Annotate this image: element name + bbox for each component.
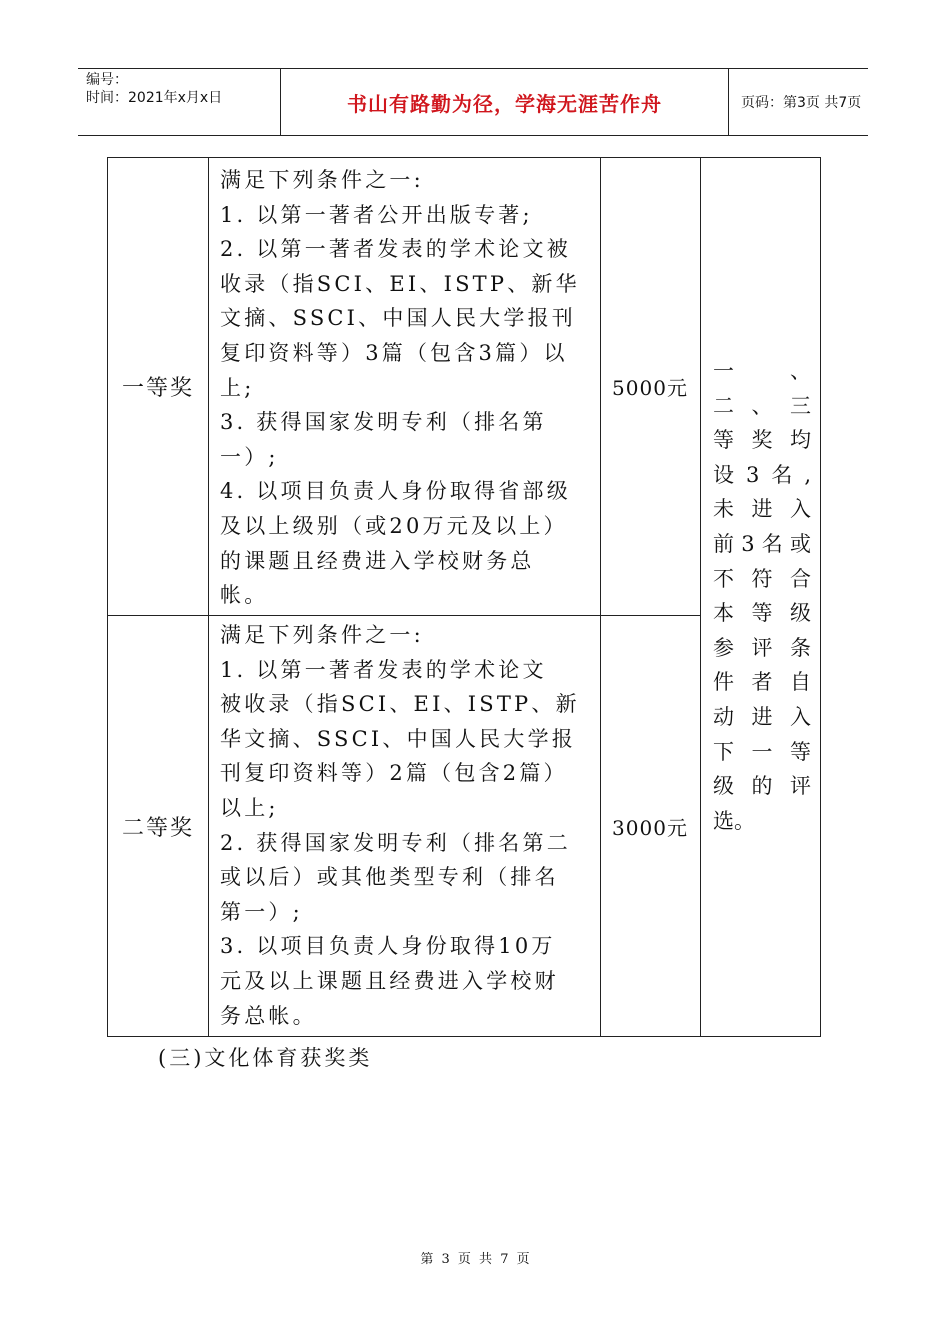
award-conditions-first [220,163,592,613]
page-footer: 第 3 页 共 7 页 [420,1252,530,1267]
award-conditions-second [220,618,592,1033]
note-line: 件者自 [713,670,811,695]
condition-line: 华文摘、SSCI、中国人民大学报 [220,726,576,751]
note-line: 设3名, [713,462,811,487]
page-header [78,68,868,136]
note-line: 选。 [713,808,755,833]
condition-line: 第一）; [220,899,303,924]
header-page-label: 页码：第3页 共7页 [741,95,862,111]
time-label: 时间：2021年x月x日 [86,90,223,106]
note-line: 一、 [713,359,811,383]
note-line: 参评条 [713,635,811,660]
award-note [713,354,811,838]
condition-line: 上; [220,375,255,400]
condition-line: 2. 以第一著者发表的学术论文被 [220,237,571,262]
condition-line: 满足下列条件之一: [220,168,424,192]
award-amount-first: 5000元 [612,376,688,400]
condition-line: 刊复印资料等）2篇（包含2篇） [220,761,568,786]
condition-line: 的课题且经费进入学校财务总 [220,548,535,573]
condition-line: 及以上级别（或20万元及以上） [220,513,568,538]
note-line: 等奖均 [713,428,811,453]
note-line: 本等级 [713,601,811,626]
column-divider [700,158,701,1036]
header-motto: 书山有路勤为径，学海无涯苦作舟 [280,69,729,135]
condition-line: 元及以上课题且经费进入学校财 [220,968,559,993]
note-line: 级的评 [713,774,811,799]
note-line: 二、三 [713,393,811,418]
column-divider [208,158,209,1036]
note-line: 不符合 [713,566,811,591]
condition-line: 满足下列条件之一: [220,623,424,647]
condition-line: 收录（指SCI、EI、ISTP、新华 [220,271,580,296]
award-level-second: 二等奖 [121,815,194,841]
condition-line: 文摘、SSCI、中国人民大学报刊 [220,306,576,331]
note-line: 下一等 [713,739,811,764]
condition-line: 2. 获得国家发明专利（排名第二 [220,830,571,855]
condition-line: 复印资料等）3篇（包含3篇）以 [220,340,568,365]
condition-line: 4. 以项目负责人身份取得省部级 [220,479,571,504]
condition-line: 一）; [220,444,279,469]
note-line: 动进入 [713,704,811,729]
condition-line: 帐。 [220,583,269,608]
condition-line: 被收录（指SCI、EI、ISTP、新 [220,692,580,717]
note-line: 前3名或 [713,531,811,556]
condition-line: 1. 以第一著者公开出版专著; [220,202,533,227]
number-label: 编号： [86,72,128,88]
note-line: 未进入 [713,497,811,522]
condition-line: 3. 获得国家发明专利（排名第 [220,410,547,435]
condition-line: 务总帐。 [220,1003,317,1028]
award-amount-second: 3000元 [612,815,688,840]
award-table [107,157,821,1037]
section-heading: (三)文化体育获奖类 [158,1046,373,1070]
award-level-first: 一等奖 [121,376,194,401]
condition-line: 1. 以第一著者发表的学术论文 [220,657,547,682]
condition-line: 或以后）或其他类型专利（排名 [220,865,559,890]
condition-line: 以上; [220,795,279,820]
header-meta [78,69,280,135]
condition-line: 3. 以项目负责人身份取得10万 [220,934,556,959]
